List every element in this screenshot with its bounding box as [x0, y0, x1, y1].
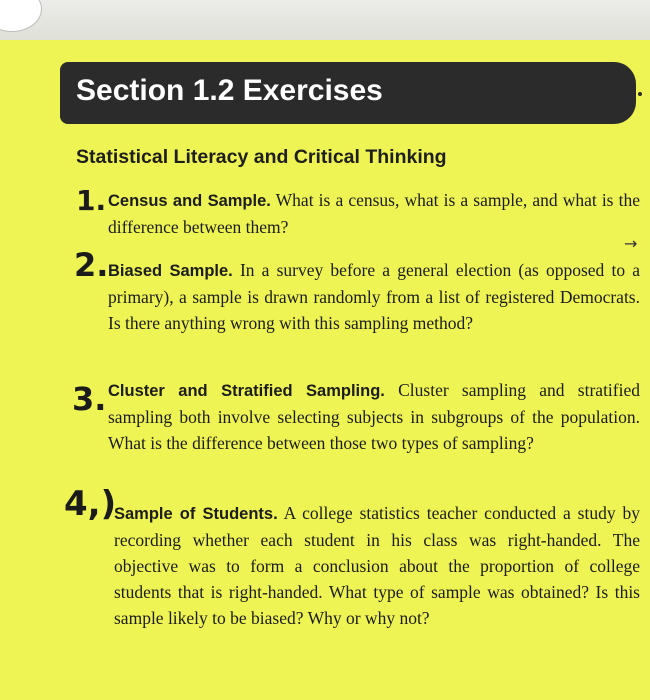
- section-subheading: Statistical Literacy and Critical Thinking: [76, 146, 447, 168]
- handwritten-number-1: 1.: [76, 184, 107, 217]
- exercise-1-label: Census and Sample.: [108, 192, 271, 210]
- exercise-2-label: Biased Sample.: [108, 262, 233, 280]
- section-title: Section 1.2 Exercises: [76, 74, 383, 107]
- exercise-4-text: A college statistics teacher conducted a study by recording whether each student in his class was right-handed. The objective was to form a conclusion about the proportion of college students that is right-handed. What type of sample was obtained? Is this sample likely to be biased? Why or why not?: [114, 503, 640, 628]
- handwritten-number-2: 2.: [74, 246, 109, 284]
- exercise-3-text: Cluster sampling and stratified sampling both involve selecting subjects in subgroups of the population. What is the difference between those two types of sampling?: [108, 380, 640, 453]
- banner-dot: [638, 92, 642, 96]
- handwritten-number-4: 4,): [64, 484, 117, 524]
- handwritten-arrow-icon: →: [624, 234, 638, 253]
- section-banner: [60, 62, 636, 124]
- exercise-4: [114, 500, 640, 631]
- exercise-2: [108, 257, 640, 336]
- handwritten-number-3: 3.: [72, 380, 107, 418]
- exercise-4-label: Sample of Students.: [114, 505, 278, 523]
- exercise-1: [108, 187, 640, 240]
- exercise-1-text: What is a census, what is a sample, and what is the difference between them?: [108, 190, 640, 237]
- exercise-3: [108, 377, 640, 456]
- exercise-2-text: In a survey before a general election (as opposed to a primary), a sample is drawn randomly from a list of registered Democrats. Is there anything wrong with this sampling method?: [108, 260, 641, 333]
- exercise-3-label: Cluster and Stratified Sampling.: [108, 382, 385, 400]
- page-top-edge: [0, 0, 650, 42]
